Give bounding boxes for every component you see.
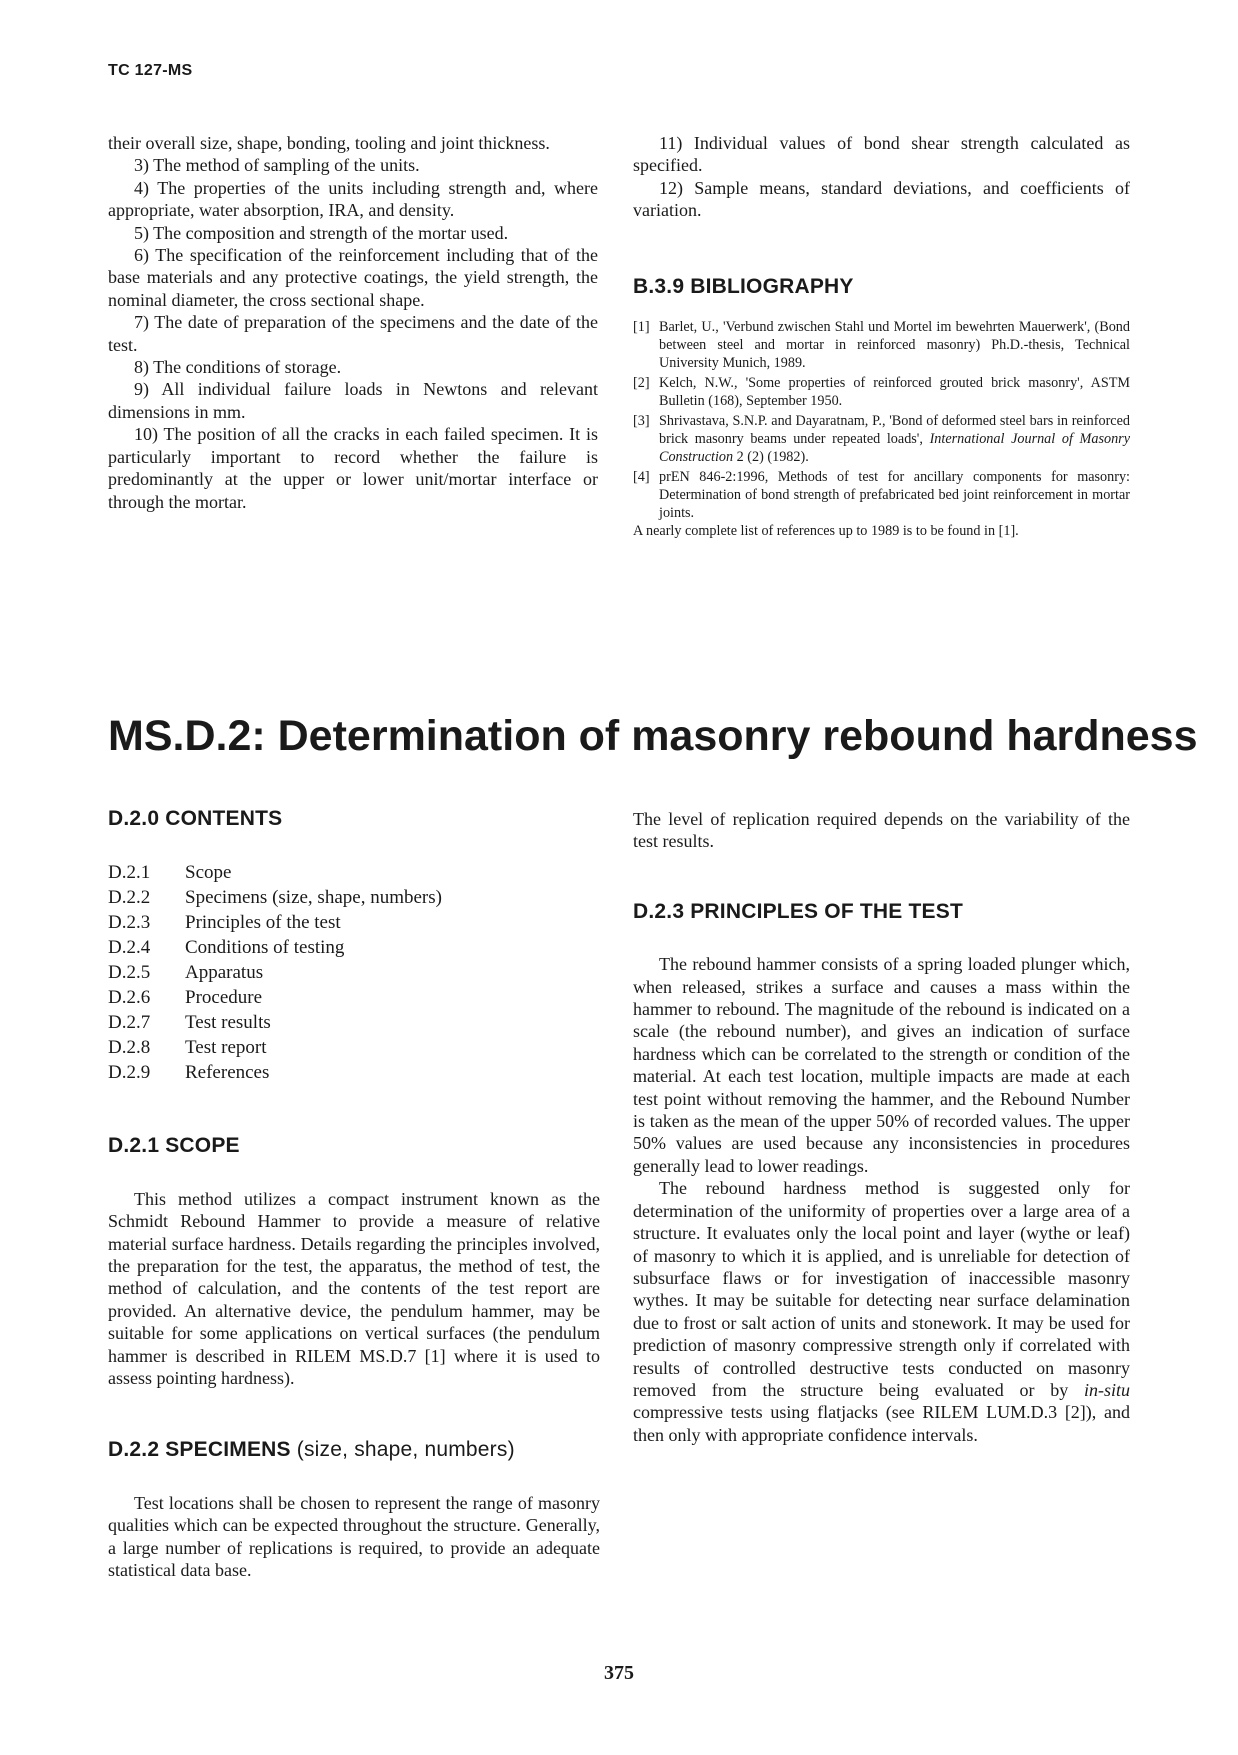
- contents-number: D.2.2: [108, 887, 151, 909]
- principles-heading: D.2.3 PRINCIPLES OF THE TEST: [633, 899, 963, 923]
- reference-text: Shrivastava, S.N.P. and Dayaratnam, P., 'Bond of deformed steel bars in reinforced brick masonry beams under repeated loads',: [659, 413, 1130, 448]
- specimens-heading-main: D.2.2 SPECIMENS: [108, 1438, 291, 1462]
- contents-label: Apparatus: [185, 962, 264, 984]
- contents-item: [108, 1010, 600, 1035]
- bibliography-note: A nearly complete list of references up to 1989 is to be found in [1].: [633, 523, 1019, 540]
- page-number: 375: [604, 1662, 634, 1684]
- reference-text: prEN 846-2:1996, Methods of test for ancillary components for masonry: Determination of bond strength of prefabricated bed joint reinforcement in mortar joints.: [659, 469, 1130, 522]
- report-item-3: 3) The method of sampling of the units.: [134, 155, 420, 176]
- specimens-paragraph: Test locations shall be chosen to represent the range of masonry qualities which can be expected throughout the structure. Generally, a large number of replications is required, to provide an adequate statistical data base.: [108, 1492, 600, 1581]
- in-situ-term: in-situ: [1083, 1379, 1130, 1400]
- contents-number: D.2.4: [108, 937, 151, 959]
- report-item-5: 5) The composition and strength of the mortar used.: [134, 222, 509, 243]
- contents-item: [108, 1035, 600, 1060]
- principles-text-end: compressive tests using flatjacks (see RILEM LUM.D.3 [2]), and then only with appropriate confidence intervals.: [633, 1402, 1130, 1445]
- reference-number: [3]: [633, 413, 650, 430]
- specimens-heading-paren: (size, shape, numbers): [296, 1438, 515, 1462]
- contents-number: D.2.6: [108, 987, 151, 1009]
- scope-paragraph: This method utilizes a compact instrument known as the Schmidt Rebound Hammer to provide a measure of relative material surface hardness. Details regarding the principles involved, the preparation for the test, the apparatus, the method of test, the method of calculation, and the contents of the test report are provided. An alternative device, the pendulum hammer, may be suitable for some applications on vertical surfaces (the pendulum hammer is described in RILEM MS.D.7 [1] where it is used to assess pointing hardness).: [108, 1188, 600, 1389]
- journal-name: International Journal of Masonry Construction: [659, 431, 1130, 466]
- contents-list: [108, 860, 600, 1085]
- bottom-right-column: [633, 808, 1130, 1446]
- reference-number: [1]: [633, 319, 650, 336]
- contents-item: [108, 860, 600, 885]
- contents-item: [108, 960, 600, 985]
- report-item-6: 6) The specification of the reinforcement including that of the base materials and any protective coatings, the yield strength, the nominal diameter, the cross sectional shape.: [108, 245, 598, 310]
- contents-heading: D.2.0 CONTENTS: [108, 807, 283, 830]
- reference-item: [633, 374, 1130, 410]
- contents-label: Scope: [185, 862, 232, 884]
- bottom-left-column: [108, 808, 600, 1582]
- principles-paragraph-2: [633, 1177, 1130, 1446]
- running-header: TC 127-MS: [108, 62, 193, 79]
- report-item-9: 9) All individual failure loads in Newtons and relevant dimensions in mm.: [108, 379, 598, 422]
- report-item-12: 12) Sample means, standard deviations, and coefficients of variation.: [633, 177, 1130, 221]
- contents-number: D.2.1: [108, 862, 151, 884]
- contents-number: D.2.7: [108, 1012, 151, 1034]
- bibliography-list: [633, 318, 1130, 522]
- contents-item: [108, 910, 600, 935]
- reference-text: Kelch, N.W., 'Some properties of reinforced grouted brick masonry', ASTM Bulletin (168), September 1950.: [659, 375, 1130, 410]
- principles-paragraph-1: The rebound hammer consists of a spring loaded plunger which, when released, strikes a surface and causes a mass within the hammer to rebound. The magnitude of the rebound is indicated on a scale (the rebound number), and gives an indication of surface hardness which can be correlated to the strength or condition of the material. At each test location, multiple impacts are made at each test point without removing the hammer, and the Rebound Number is taken as the mean of the upper 50% of recorded values. The upper 50% values are used because any inconsistencies in procedures generally lead to lower readings.: [633, 954, 1130, 1176]
- contents-number: D.2.8: [108, 1037, 151, 1059]
- reference-text: Barlet, U., 'Verbund zwischen Stahl und Mortel im bewehrten Mauerwerk', (Bond between steel and mortar in reinforced masonry) Ph.D.-thesis, Technical University Munich, 1989.: [659, 319, 1130, 372]
- report-item-continuation: their overall size, shape, bonding, tooling and joint thickness.: [108, 133, 550, 153]
- contents-label: Specimens (size, shape, numbers): [185, 887, 442, 909]
- reference-item: [633, 318, 1130, 372]
- report-item-10: 10) The position of all the cracks in each failed specimen. It is particularly important to record whether the failure is predominantly at the upper or lower unit/mortar interface or through the mortar.: [108, 424, 598, 512]
- contents-item: [108, 885, 600, 910]
- contents-label: Procedure: [185, 987, 263, 1009]
- principles-text: The rebound hardness method is suggested only for determination of the uniformity of properties over a large area of a structure. It evaluates only the local point and layer (wythe or leaf) of masonry to which it is applied, and is unreliable for detection of subsurface flaws or for investigation of inaccessible masonry wythes. It may be suitable for detecting near surface delamination due to frost or salt action of units and stonework. It may be used for prediction of masonry compressive strength only if correlated with results of controlled destructive tests conducted on masonry removed from the structure being evaluated or by: [633, 1178, 1130, 1400]
- contents-item: [108, 935, 600, 960]
- scope-heading: D.2.1 SCOPE: [108, 1134, 240, 1158]
- contents-number: D.2.3: [108, 912, 151, 934]
- reference-volume: 2 (2) (1982).: [733, 449, 809, 466]
- report-item-4: 4) The properties of the units including strength and, where appropriate, water absorption, IRA, and density.: [108, 177, 598, 221]
- top-right-column: [633, 132, 1130, 540]
- report-item-7: 7) The date of preparation of the specimens and the date of the test.: [108, 312, 598, 355]
- method-title: MS.D.2: Determination of masonry rebound hardness: [108, 712, 1198, 760]
- contents-label: References: [185, 1062, 270, 1084]
- specimens-heading: [108, 1439, 600, 1461]
- bibliography-heading: B.3.9 BIBLIOGRAPHY: [633, 274, 854, 298]
- contents-item: [108, 985, 600, 1010]
- reference-item: [633, 412, 1130, 466]
- contents-label: Conditions of testing: [185, 937, 345, 959]
- reference-number: [4]: [633, 469, 650, 486]
- contents-label: Principles of the test: [185, 912, 341, 934]
- contents-number: D.2.9: [108, 1062, 151, 1084]
- contents-label: Test results: [185, 1012, 271, 1034]
- specimens-continuation: The level of replication required depends on the variability of the test results.: [633, 809, 1130, 852]
- report-item-8: 8) The conditions of storage.: [134, 357, 342, 378]
- reference-number: [2]: [633, 375, 650, 392]
- report-item-11: 11) Individual values of bond shear strength calculated as specified.: [633, 133, 1130, 176]
- top-left-column: [108, 132, 598, 513]
- reference-item: [633, 468, 1130, 522]
- contents-number: D.2.5: [108, 962, 151, 984]
- contents-label: Test report: [185, 1037, 267, 1059]
- contents-item: [108, 1060, 600, 1085]
